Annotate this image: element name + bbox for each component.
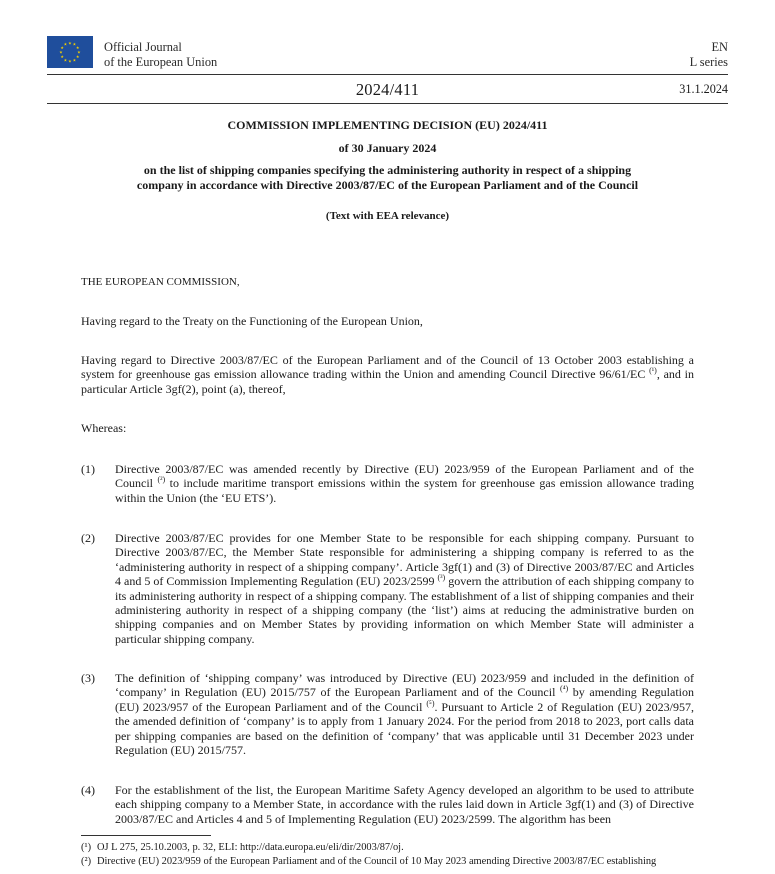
recital-text-a: Directive 2003/87/EC provides for one Member State to be responsible for each shipping company. Pursuant to Directive 2003/87/EC, the Member State responsible for administering a shipping company is referred to as the ‘administering authority in respect of a shipping company’. Article 3gf(1) and (3) of Directive 2003/87/EC and Articles 4 and 5 of Commission Implementing Regulation (EU) 2023/2599 — [115, 531, 694, 589]
footnote-ref-5[interactable]: (⁵) — [426, 698, 435, 708]
svg-text:★: ★ — [75, 54, 80, 59]
footnote-ref-3[interactable]: (³) — [437, 573, 446, 583]
language-code: EN — [711, 40, 728, 54]
recital-text-b: to include maritime transport emissions within the system for greenhouse gas emission allowance trading within the Union (the ‘EU ETS’). — [115, 476, 695, 505]
recital-text — [115, 462, 694, 505]
recital-text-a: Directive 2003/87/EC was amended recently by Directive (EU) 2023/959 of the European Parliament and of the Council — [115, 462, 694, 491]
journal-line-1: Official Journal — [104, 40, 182, 54]
citation-treaty: Having regard to the Treaty on the Functioning of the European Union, — [81, 314, 423, 328]
svg-text:★: ★ — [75, 45, 80, 50]
footnote-text: Directive (EU) 2023/959 of the European Parliament and of the Council of 10 May 2023 amending Directive 2003/87/EC establishing — [97, 856, 657, 867]
series-label: L series — [689, 55, 728, 69]
svg-text:★: ★ — [60, 45, 65, 50]
recital-2 — [81, 531, 694, 646]
whereas-heading: Whereas: — [81, 421, 127, 435]
footnote-number: (²) — [81, 856, 92, 867]
footnote-2 — [81, 855, 694, 868]
decision-date: of 30 January 2024 — [338, 141, 437, 155]
footnote-text: OJ L 275, 25.10.2003, p. 32, ELI: http://data.europa.eu/eli/dir/2003/87/oj. — [97, 842, 404, 853]
language-series — [690, 40, 728, 70]
footnote-number: (¹) — [81, 842, 92, 853]
header-rule-bottom — [47, 103, 728, 104]
citation-directive-text-a: Having regard to Directive 2003/87/EC of the European Parliament and of the Council of 13 October 2003 establishing a system for greenhouse gas emission allowance trading within the Union and amending Council Directive 96/61/EC — [81, 353, 694, 382]
document-number: 2024/411 — [355, 80, 420, 99]
recital-text — [115, 671, 694, 757]
recital-text-a: The definition of ‘shipping company’ was introduced by Directive (EU) 2023/959 and included in the definition of ‘company’ in Regulation (EU) 2015/757 of the European Parliament and of the Council — [115, 671, 694, 700]
commission-heading: THE EUROPEAN COMMISSION, — [81, 276, 240, 288]
recital-number: (3) — [81, 671, 95, 685]
citation-directive-text-b: , and in particular Article 3gf(2), point (a), thereof, — [81, 367, 694, 396]
svg-text:★: ★ — [68, 40, 72, 46]
svg-text:★: ★ — [60, 54, 65, 59]
recital-4 — [81, 783, 694, 826]
footnote-1 — [81, 841, 694, 854]
recital-text-b: by amending Regulation (EU) 2023/957 of the European Parliament and of the Council — [115, 685, 694, 714]
journal-name — [104, 40, 217, 70]
svg-text:★: ★ — [63, 57, 68, 63]
svg-text:★: ★ — [63, 41, 68, 47]
footnote-separator — [81, 835, 211, 836]
decision-subject-line-1: on the list of shipping companies specifying the administering authority in respect of a shipping — [143, 163, 632, 177]
eu-flag-logo — [47, 36, 93, 68]
citation-directive — [81, 353, 694, 396]
recital-text-c: . Pursuant to Article 2 of Regulation (EU) 2023/957, the amended definition of ‘company’ is to apply from 1 January 2024. For the period from 2018 to 2023, port calls data per shipping companies are based on the definition of ‘company’ that was applicable until 31 December 2023 under Regulation (EU) 2015/757. — [115, 699, 694, 758]
svg-text:★: ★ — [68, 58, 72, 64]
footnote-ref-2[interactable]: (²) — [157, 475, 166, 485]
footnote-ref-1[interactable]: (¹) — [649, 366, 657, 376]
recital-text: For the establishment of the list, the European Maritime Safety Agency developed an algorithm to be used to attribute each shipping company to a Member State, in accordance with the rules laid down in Article 3gf(1) and (3) of Directive 2003/87/EC and Articles 4 and 5 of Implementing Regulation (EU) 2023/2599. The algorithm has been — [115, 783, 694, 826]
publication-date: 31.1.2024 — [679, 82, 728, 96]
recital-number: (2) — [81, 531, 95, 545]
svg-text:★: ★ — [77, 49, 81, 55]
svg-text:★: ★ — [72, 57, 77, 63]
journal-line-2: of the European Union — [104, 55, 218, 69]
decision-title: COMMISSION IMPLEMENTING DECISION (EU) 2024/411 — [227, 118, 548, 132]
footnote-ref-4[interactable]: (⁴) — [560, 684, 569, 694]
decision-subject — [0, 163, 775, 192]
eea-relevance: (Text with EEA relevance) — [325, 210, 450, 222]
header-rule-top — [47, 74, 728, 75]
recital-3 — [81, 671, 694, 757]
recital-number: (1) — [81, 462, 95, 476]
recital-text — [115, 531, 694, 646]
svg-text:★: ★ — [72, 41, 77, 47]
recital-text-b: govern the attribution of each shipping company to its administering authority in respect of a shipping company. The establishment of a list of shipping companies and their administering authority in respect of a shipping company (the ‘list’) aims at reducing the administrative burden on shipping companies and on Member States by providing information on which Member State will administer a particular shipping company. — [115, 574, 694, 646]
svg-text:★: ★ — [59, 49, 63, 55]
decision-subject-line-2: company in accordance with Directive 2003/87/EC of the European Parliament and of the Council — [136, 177, 639, 192]
recital-number: (4) — [81, 783, 95, 797]
recital-1 — [81, 462, 694, 505]
